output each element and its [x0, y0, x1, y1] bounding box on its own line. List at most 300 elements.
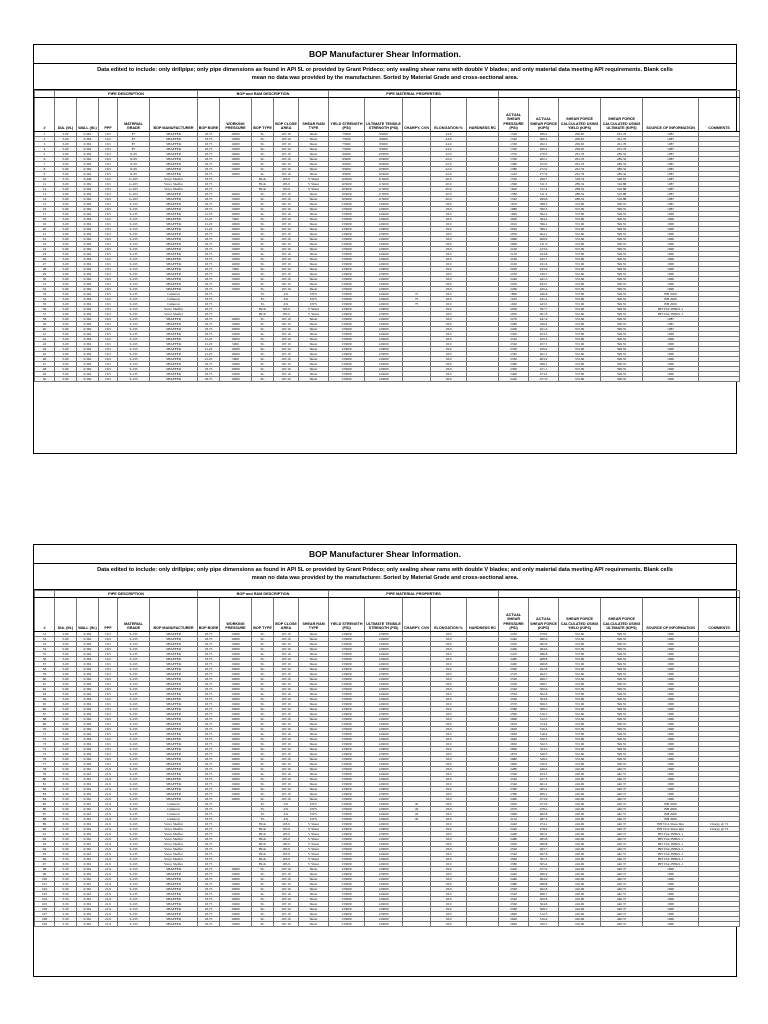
table-cell: 289.32	[601, 157, 643, 162]
table-cell: SL	[252, 717, 274, 722]
table-cell: Varco Shaffer	[150, 837, 198, 842]
table-cell: 440.37	[601, 902, 643, 907]
table-cell: 21.9	[99, 892, 118, 897]
table-cell: 18.75	[198, 747, 220, 752]
table-cell: 18.0	[431, 317, 467, 322]
table-cell: 372.00	[559, 707, 601, 712]
table-cell: 465.2	[529, 787, 559, 792]
table-cell: 18.0	[431, 917, 467, 922]
column-header: YIELD STRENGTH (PSI)	[329, 98, 365, 132]
table-cell: 18.0	[431, 717, 467, 722]
table-cell: 19.5	[99, 647, 118, 652]
table-cell: SL	[252, 192, 274, 197]
table-cell: 10000	[220, 232, 252, 237]
table-cell: 21.9	[99, 787, 118, 792]
table-cell: 18.0	[431, 257, 467, 262]
table-cell: 2520	[499, 892, 529, 897]
table-cell: 18.0	[431, 897, 467, 902]
table-cell: 20.0	[431, 177, 467, 182]
table-cell: 1990	[643, 882, 699, 887]
table-cell: 19.5	[99, 217, 118, 222]
table-cell: 19.5	[99, 747, 118, 752]
table-cell: 197.10	[274, 207, 299, 212]
table-cell: 372.00	[559, 367, 601, 372]
table-cell: 372.00	[559, 692, 601, 697]
table-cell: 399.55	[601, 717, 643, 722]
table-cell: 145000	[365, 672, 403, 677]
table-cell: 145000	[365, 257, 403, 262]
table-cell: 10000	[220, 887, 252, 892]
table-cell: 135000	[329, 817, 365, 822]
table-cell: 5.00	[55, 762, 77, 767]
table-cell: 135000	[329, 752, 365, 757]
table-cell: Shear	[299, 272, 329, 277]
table-cell: S-135	[118, 347, 150, 352]
table-cell: 22.0	[431, 157, 467, 162]
table-cell: 19.5	[99, 222, 118, 227]
table-cell: Shear	[299, 132, 329, 137]
table-cell: 18.0	[431, 732, 467, 737]
table-cell: 18.0	[431, 227, 467, 232]
table-cell: 197.10	[274, 342, 299, 347]
page-title: BOP Manufacturer Shear Information.	[34, 45, 736, 64]
table-cell: 0.362	[77, 157, 99, 162]
table-cell: 197.10	[274, 142, 299, 147]
table-cell: 18.0	[431, 357, 467, 362]
table-cell: 1990	[643, 287, 699, 292]
table-cell: 18.0	[431, 922, 467, 927]
table-cell: 19.5	[99, 737, 118, 742]
table-cell: 2530	[499, 682, 529, 687]
table-cell: 145000	[365, 837, 403, 842]
table-cell: 1990	[643, 637, 699, 642]
table-cell: Shear	[299, 662, 329, 667]
table-cell: 0.362	[77, 342, 99, 347]
table-cell: SL	[252, 882, 274, 887]
table-cell: S-135	[118, 302, 150, 307]
table-cell: 135000	[329, 867, 365, 872]
table-cell: SHAFFER	[150, 227, 198, 232]
table-cell: 197.10	[274, 327, 299, 332]
table-cell: 135000	[329, 732, 365, 737]
table-cell: Shear	[299, 692, 329, 697]
table-cell: 18.75	[198, 672, 220, 677]
table-cell: 206.65	[559, 137, 601, 142]
table-cell: 135000	[329, 872, 365, 877]
table-cell: 18.75	[198, 282, 220, 287]
table-cell: 0.361	[77, 892, 99, 897]
table-cell: TL	[252, 817, 274, 822]
table-cell: 115000	[365, 192, 403, 197]
table-cell: 0.361	[77, 842, 99, 847]
table-cell: 197.10	[274, 642, 299, 647]
table-cell: 145000	[365, 262, 403, 267]
table-cell: 15000	[220, 922, 252, 927]
table-cell: SL	[252, 157, 274, 162]
table-cell: 5.50	[55, 777, 77, 782]
row-number: 71	[35, 732, 55, 737]
row-number: 80	[35, 777, 55, 782]
row-number: 7	[35, 162, 55, 167]
table-cell: 1990	[643, 212, 699, 217]
table-cell: 372.00	[559, 207, 601, 212]
table-cell: 2600	[499, 912, 529, 917]
table-cell: 105000	[329, 197, 365, 202]
table-cell: 1370	[499, 152, 529, 157]
table-cell: 22.0	[431, 162, 467, 167]
table-cell: Shear	[299, 757, 329, 762]
table-cell: 372.00	[559, 267, 601, 272]
table-cell: 2190	[499, 262, 529, 267]
table-cell: SHAFFER	[150, 922, 198, 927]
table-cell: 145000	[365, 707, 403, 712]
table-cell: SL	[252, 677, 274, 682]
table-cell: SHAFFER	[150, 902, 198, 907]
table-cell: 261.76	[601, 142, 643, 147]
table-cell: SHAFFER	[150, 137, 198, 142]
table-cell: SHAFFER	[150, 342, 198, 347]
table-cell: 19.5	[99, 632, 118, 637]
table-cell: 401.6	[529, 312, 559, 317]
table-cell: 19.5	[99, 272, 118, 277]
table-cell: V Shear	[299, 842, 329, 847]
column-header-row	[35, 98, 740, 132]
table-cell: 195.9	[274, 852, 299, 857]
table-cell: 0.361	[77, 817, 99, 822]
table-cell: 1990	[643, 677, 699, 682]
table-cell: Shear	[299, 737, 329, 742]
table-cell: 471.1	[529, 367, 559, 372]
table-cell: BH VGL Shear Rpt	[643, 827, 699, 832]
table-cell: 372.00	[559, 362, 601, 367]
column-header-row	[35, 598, 740, 632]
table-cell: SL	[252, 742, 274, 747]
table-cell: SHAFFER	[150, 357, 198, 362]
table-cell: 195.9	[274, 182, 299, 187]
table-cell: 2070	[499, 807, 529, 812]
table-cell: 392.2	[529, 212, 559, 217]
table-cell: 5.00	[55, 247, 77, 252]
table-cell: 15000	[220, 752, 252, 757]
table-cell: 18.0	[431, 232, 467, 237]
table-cell: 399.55	[601, 742, 643, 747]
row-number: 44	[35, 347, 55, 352]
table-cell: 18.75	[198, 777, 220, 782]
table-cell: 5.00	[55, 327, 77, 332]
table-cell: 2570	[499, 702, 529, 707]
row-number: 39	[35, 322, 55, 327]
table-cell: 15000	[220, 672, 252, 677]
table-cell: 474.1	[529, 822, 559, 827]
table-cell: S-135	[118, 867, 150, 872]
table-cell: SL	[252, 867, 274, 872]
table-cell: SL	[252, 357, 274, 362]
table-cell: 135000	[329, 317, 365, 322]
table-cell: Shear	[299, 362, 329, 367]
table-cell: 399.55	[601, 722, 643, 727]
table-cell: SHAFFER	[150, 237, 198, 242]
table-cell: SL	[252, 652, 274, 657]
table-cell: 1990	[499, 212, 529, 217]
table-cell: 18.0	[431, 702, 467, 707]
table-cell: 135000	[329, 327, 365, 332]
table-cell: 197.10	[274, 137, 299, 142]
table-cell: Shear	[299, 202, 329, 207]
table-cell: 440.37	[601, 857, 643, 862]
table-cell: 18.0	[431, 912, 467, 917]
table-cell: 21.25	[198, 357, 220, 362]
table-cell: SL	[252, 672, 274, 677]
table-cell: 145000	[365, 862, 403, 867]
table-cell: 21.9	[99, 847, 118, 852]
row-number: 109	[35, 922, 55, 927]
table-cell: SHAFFER	[150, 742, 198, 747]
table-cell: 18.75	[198, 712, 220, 717]
table-cell: 410.00	[559, 817, 601, 822]
table-cell: 18.0	[431, 812, 467, 817]
table-cell: 18.75	[198, 252, 220, 257]
table-cell: 410.00	[559, 877, 601, 882]
table-cell: SHAFFER	[150, 222, 198, 227]
table-cell: SL	[252, 872, 274, 877]
table-cell: 19.5	[99, 377, 118, 382]
table-cell: 5.50	[55, 787, 77, 792]
table-cell: S-135	[118, 697, 150, 702]
table-cell: 145000	[365, 282, 403, 287]
table-cell: 399.55	[601, 372, 643, 377]
table-cell: 372.00	[559, 342, 601, 347]
row-number: 45	[35, 352, 55, 357]
table-cell: SHAFFER	[150, 912, 198, 917]
table-cell: 197.10	[274, 632, 299, 637]
table-cell: 18.75	[198, 737, 220, 742]
table-cell: 480.9	[529, 637, 559, 642]
table-cell: SHAFFER	[150, 907, 198, 912]
table-cell: Cameron	[150, 292, 198, 297]
table-cell: Shear	[299, 717, 329, 722]
row-number: 34	[35, 297, 55, 302]
table-cell: SHAFFER	[150, 737, 198, 742]
table-cell: 145000	[365, 242, 403, 247]
table-cell: 440.37	[601, 882, 643, 887]
table-cell: G-105	[118, 182, 150, 187]
table-cell: 0.362	[77, 247, 99, 252]
table-cell: S-135	[118, 747, 150, 752]
table-cell: 135000	[329, 707, 365, 712]
table-cell: 145000	[365, 782, 403, 787]
table-cell: 518.4	[529, 732, 559, 737]
table-cell: 145000	[365, 787, 403, 792]
table-cell: 410.00	[559, 837, 601, 842]
table-cell: 135000	[329, 877, 365, 882]
table-cell: 135000	[329, 667, 365, 672]
table-cell: 440.37	[601, 822, 643, 827]
table-cell: SL	[252, 797, 274, 802]
table-cell: 441.2	[529, 297, 559, 302]
table-cell: DVS	[299, 297, 329, 302]
row-number: 66	[35, 707, 55, 712]
table-cell: 0.362	[77, 662, 99, 667]
table-cell: 5.00	[55, 157, 77, 162]
table-cell: 19.5	[99, 162, 118, 167]
table-cell: 19.5	[99, 197, 118, 202]
table-cell: 440.37	[601, 847, 643, 852]
table-cell: 18.75	[198, 687, 220, 692]
table-cell: Shear	[299, 712, 329, 717]
table-cell: V Shear	[299, 857, 329, 862]
table-cell: 5.50	[55, 827, 77, 832]
table-cell: 10000	[220, 242, 252, 247]
table-cell: 145000	[365, 737, 403, 742]
table-cell: 1987	[643, 177, 699, 182]
column-header: DIA. (IN.)	[55, 98, 77, 132]
table-cell: 18.0	[431, 692, 467, 697]
table-cell: 399.55	[601, 232, 643, 237]
table-cell: 15000	[220, 632, 252, 637]
table-cell: 372.00	[559, 237, 601, 242]
table-cell: 461.2	[529, 352, 559, 357]
table-cell: 399.55	[601, 637, 643, 642]
table-cell: S-135	[118, 837, 150, 842]
row-number: 103	[35, 892, 55, 897]
table-cell: Shear	[299, 332, 329, 337]
table-cell: 372.00	[559, 372, 601, 377]
table-cell: 231	[274, 817, 299, 822]
table-cell: 440.37	[601, 812, 643, 817]
table-cell: 1530	[499, 177, 529, 182]
table-cell: 135000	[329, 722, 365, 727]
table-cell: 1990	[643, 647, 699, 652]
table-cell: 453.3	[529, 772, 559, 777]
table-cell: 516.4	[529, 917, 559, 922]
table-cell: 0.362	[77, 297, 99, 302]
table-cell: 399.55	[601, 227, 643, 232]
table-cell: TL	[252, 807, 274, 812]
table-cell: 19.5	[99, 207, 118, 212]
table-cell: Shear	[299, 207, 329, 212]
table-cell: 75	[403, 297, 431, 302]
table-cell: 135000	[329, 912, 365, 917]
table-cell: 5.50	[55, 917, 77, 922]
table-cell: 372.00	[559, 257, 601, 262]
table-cell: 10000	[220, 717, 252, 722]
table-cell: 18.75	[198, 877, 220, 882]
table-cell: 512.5	[529, 717, 559, 722]
table-cell: TL	[252, 292, 274, 297]
row-number: 108	[35, 917, 55, 922]
table-cell: S-135	[118, 727, 150, 732]
table-cell: SL	[252, 142, 274, 147]
table-cell: 1410	[499, 172, 529, 177]
table-cell: 1990	[643, 667, 699, 672]
table-cell: 2470	[499, 652, 529, 657]
table-cell: 399.55	[601, 677, 643, 682]
table-cell: 0.362	[77, 287, 99, 292]
table-cell: 1990	[643, 787, 699, 792]
table-cell: 1990	[643, 642, 699, 647]
table-cell: 5.00	[55, 377, 77, 382]
table-cell: 18.0	[431, 322, 467, 327]
table-cell: 372.00	[559, 232, 601, 237]
table-cell: 289.32	[601, 167, 643, 172]
table-cell: SHAFFER	[150, 672, 198, 677]
table-cell: Varco Shaffer	[150, 307, 198, 312]
table-cell: 524.3	[529, 747, 559, 752]
table-cell: SHAFFER	[150, 772, 198, 777]
table-cell: 500.6	[529, 687, 559, 692]
table-cell: 1990	[643, 672, 699, 677]
table-cell: 19.5	[99, 287, 118, 292]
table-cell: 2090	[499, 812, 529, 817]
table-cell: 105000	[329, 182, 365, 187]
table-cell: 372.00	[559, 662, 601, 667]
column-header: SOURCE OF INFORMATION	[643, 598, 699, 632]
table-cell: 372.00	[559, 312, 601, 317]
table-cell: 18.0	[431, 652, 467, 657]
table-cell: 0.362	[77, 277, 99, 282]
table-cell: 516.4	[529, 727, 559, 732]
table-cell: 0.362	[77, 267, 99, 272]
table-cell: 19.5	[99, 327, 118, 332]
table-cell: 15000	[220, 247, 252, 252]
table-cell: 18.75	[198, 832, 220, 837]
table-cell: S-135	[118, 282, 150, 287]
table-cell: 15000	[220, 892, 252, 897]
table-cell: 18.0	[431, 667, 467, 672]
table-cell: 1980	[499, 207, 529, 212]
table-cell: 21.25	[198, 222, 220, 227]
table-cell: 95000	[365, 132, 403, 137]
table-cell: Shear	[299, 242, 329, 247]
table-cell: 197.10	[274, 752, 299, 757]
table-cell: 18.0	[431, 827, 467, 832]
table-cell: SHAFFER	[150, 727, 198, 732]
table-cell: 135000	[329, 897, 365, 902]
table-cell: 18.75	[198, 797, 220, 802]
table-cell: 5.50	[55, 812, 77, 817]
row-number: 49	[35, 372, 55, 377]
table-cell: 5.50	[55, 797, 77, 802]
table-cell: 399.55	[601, 762, 643, 767]
table-cell: 15000	[220, 642, 252, 647]
table-cell: 21.9	[99, 797, 118, 802]
table-cell: 0.362	[77, 227, 99, 232]
table-cell: 197.10	[274, 222, 299, 227]
table-cell: SL	[252, 777, 274, 782]
table-cell: 1987	[643, 147, 699, 152]
table-cell: V Shear	[299, 862, 329, 867]
table-cell: 19.5	[99, 317, 118, 322]
table-cell: 145000	[365, 872, 403, 877]
table-cell: 0.362	[77, 322, 99, 327]
table-cell: S-135	[118, 637, 150, 642]
table-cell: 18.0	[431, 817, 467, 822]
table-cell: 15000	[220, 137, 252, 142]
table-cell: 1320	[499, 147, 529, 152]
table-cell: 2300	[499, 332, 529, 337]
table-cell: SHAFFER	[150, 897, 198, 902]
table-cell: 1987	[643, 197, 699, 202]
table-cell: BH VGL BHGS-1	[643, 312, 699, 317]
table-cell: 19.5	[99, 132, 118, 137]
table-cell: 15000	[220, 167, 252, 172]
table-cell: 1990	[643, 367, 699, 372]
table-cell: 5.50	[55, 872, 77, 877]
table-cell: 145000	[365, 367, 403, 372]
table-cell: 2480	[499, 657, 529, 662]
table-cell: BLK	[252, 187, 274, 192]
row-number: 101	[35, 882, 55, 887]
